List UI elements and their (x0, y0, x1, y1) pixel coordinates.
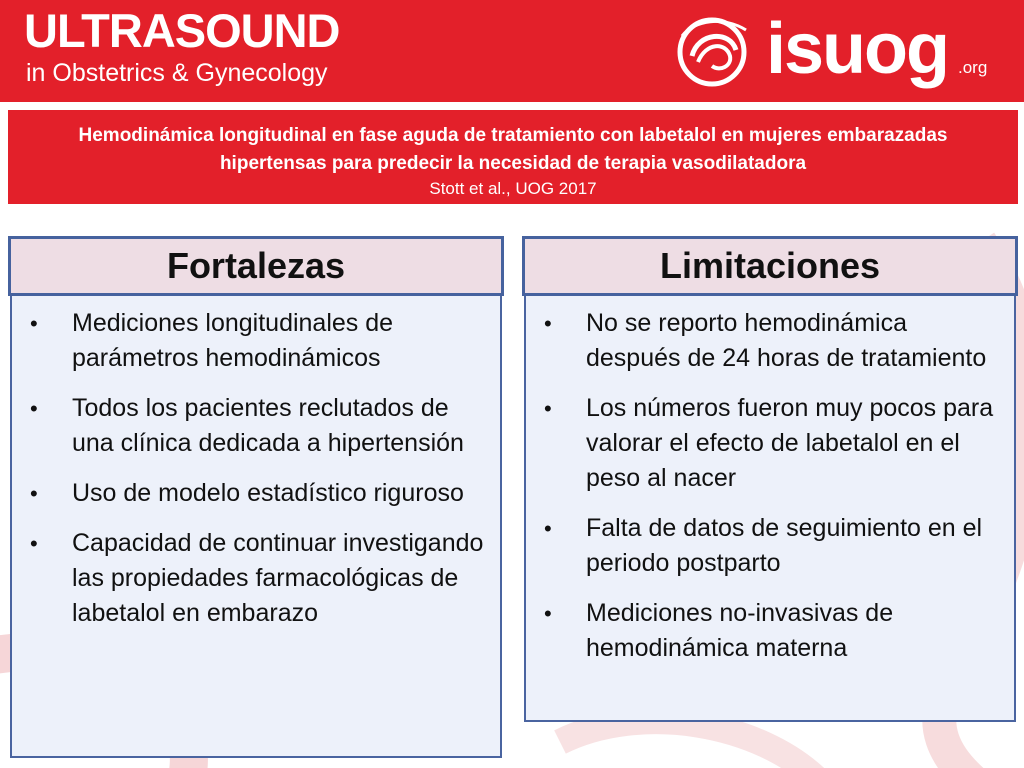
list-item (526, 596, 1006, 666)
journal-subtitle: in Obstetrics & Gynecology (26, 59, 328, 87)
list-item (526, 306, 1006, 376)
list-item-text: No se reporto hemodinámica después de 24 horas de tratamiento (586, 309, 987, 372)
bullet-icon: • (544, 396, 552, 421)
study-citation: Stott et al., UOG 2017 (429, 179, 597, 198)
list-item (526, 511, 1006, 581)
strengths-heading: Fortalezas (8, 236, 504, 296)
list-item (526, 391, 1006, 496)
study-title-band (8, 110, 1018, 204)
bullet-icon: • (30, 396, 38, 421)
list-item-text: Mediciones longitudinales de parámetros hemodinámicos (72, 309, 394, 372)
header-banner (0, 0, 1024, 102)
study-title: Hemodinámica longitudinal en fase aguda de tratamiento con labetalol en mujeres embarazadas hipertensas para predecir la necesidad de terapia vasodilatadora (78, 125, 948, 174)
limitations-panel (524, 296, 1016, 722)
isuog-wordmark: isuog (766, 9, 948, 89)
isuog-org-suffix: .org (958, 58, 988, 77)
bullet-icon: • (544, 601, 552, 626)
list-item (12, 306, 492, 376)
isuog-swirl-icon (672, 12, 758, 92)
list-item-text: Mediciones no-invasivas de hemodinámica materna (586, 599, 894, 662)
strengths-list (12, 296, 500, 631)
list-item-text: Capacidad de continuar investigando las propiedades farmacológicas de labetalol en embarazo (72, 529, 484, 627)
bullet-icon: • (30, 481, 38, 506)
list-item (12, 476, 492, 511)
limitations-heading: Limitaciones (522, 236, 1018, 296)
list-item (12, 391, 492, 461)
list-item (12, 526, 492, 631)
bullet-icon: • (30, 531, 38, 556)
list-item-text: Los números fueron muy pocos para valorar el efecto de labetalol en el peso al nacer (586, 394, 994, 492)
isuog-logo (672, 8, 1012, 96)
list-item-text: Falta de datos de seguimiento en el periodo postparto (586, 514, 983, 577)
bullet-icon: • (544, 516, 552, 541)
list-item-text: Todos los pacientes reclutados de una clínica dedicada a hipertensión (72, 394, 464, 457)
limitations-list (526, 296, 1014, 666)
bullet-icon: • (30, 311, 38, 336)
list-item-text: Uso de modelo estadístico riguroso (72, 479, 464, 507)
bullet-icon: • (544, 311, 552, 336)
strengths-panel (10, 296, 502, 758)
journal-title: ULTRASOUND (24, 4, 340, 57)
